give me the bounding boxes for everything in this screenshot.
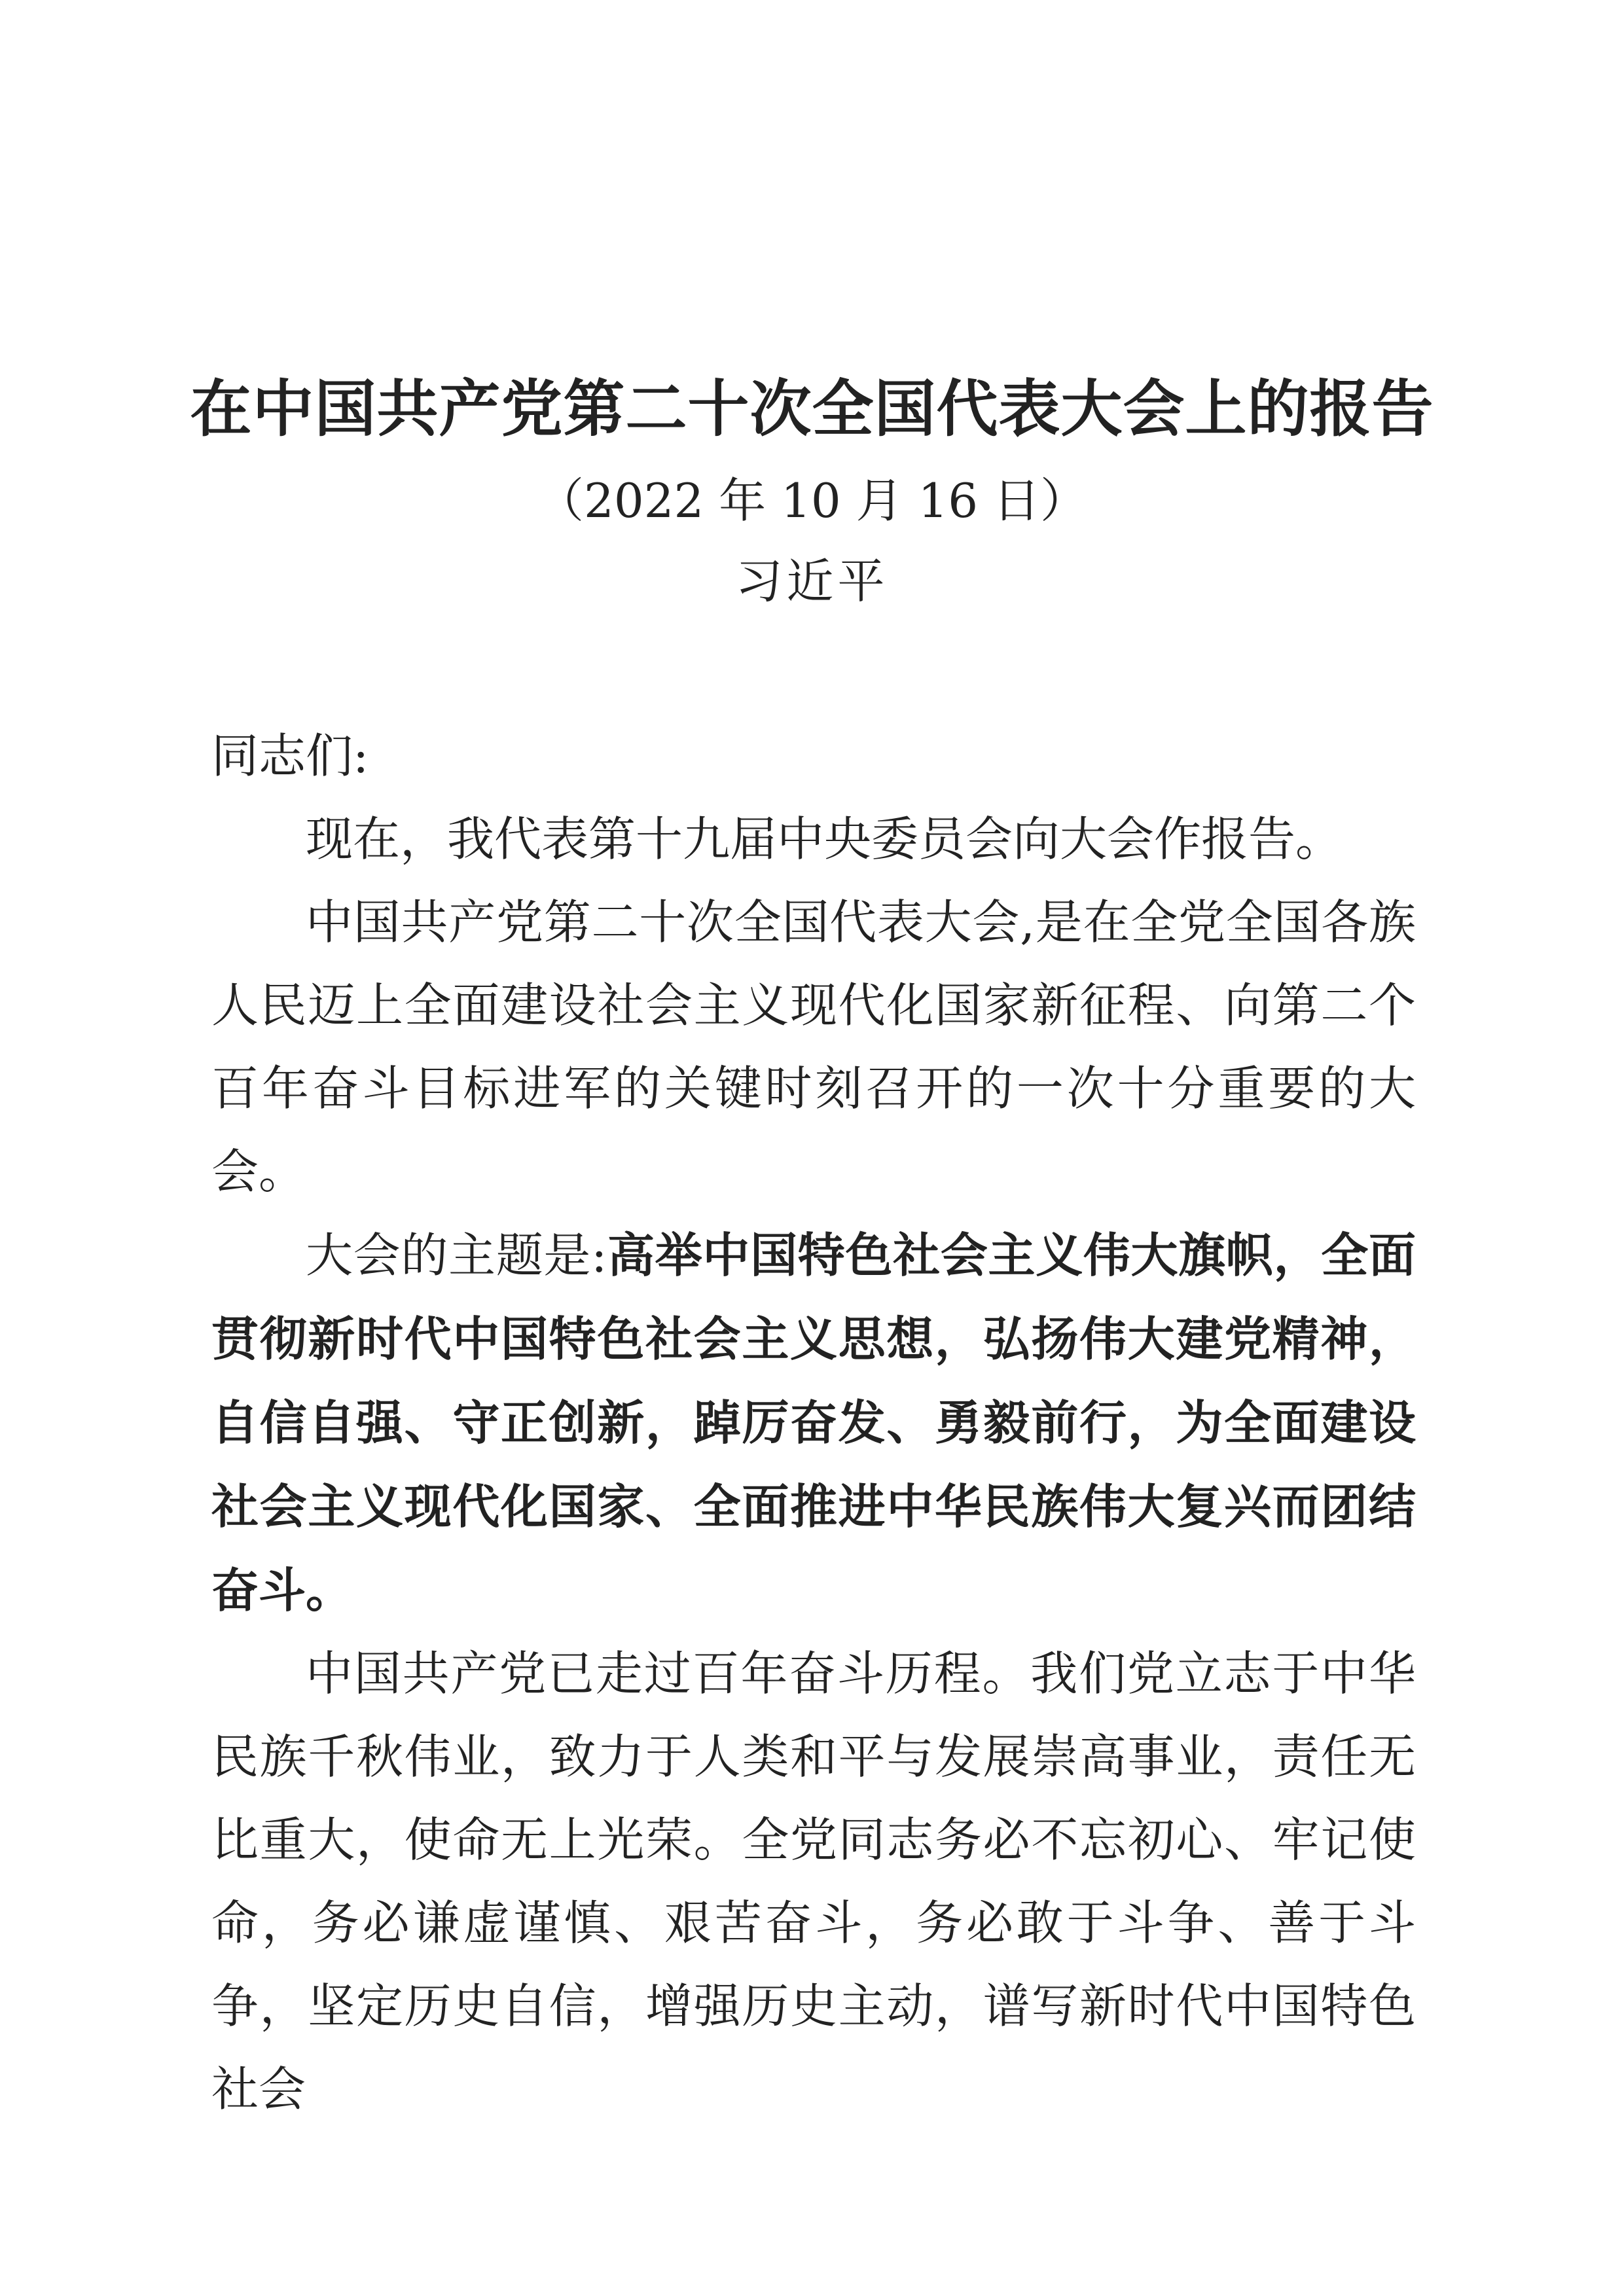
document-author: 习近平 [735,554,889,609]
document-date: （2022 年 10 月 16 日） [537,473,1087,528]
paragraph: 中国共产党已走过百年奋斗历程。我们党立志于中华民族千秋伟业，致力于人类和平与发展崇高事业，责任无比重大，使命无上光荣。全党同志务必不忘初心、牢记使命，务必谦虚谨慎、艰苦奋斗，务必敢于斗争、善于斗争，坚定历史自信，增强历史主动，谱写新时代中国特色社会 [211,1646,1416,2117]
document-body [211,715,1416,2131]
paragraph: 中国共产党第二十次全国代表大会,是在全党全国各族人民迈上全面建设社会主义现代化国家新征程、向第二个百年奋斗目标进军的关键时刻召开的一次十分重要的大会。 [211,895,1416,1199]
paragraph-theme [211,1213,1416,1632]
theme-lead: 大会的主题是: [306,1228,607,1283]
document-title: 在中国共产党第二十次全国代表大会上的报告 [190,373,1434,445]
theme-bold-text: 高举中国特色社会主义伟大旗帜，全面贯彻新时代中国特色社会主义思想，弘扬伟大建党精神，自信自强、守正创新，踔厉奋发、勇毅前行，为全面建设社会主义现代化国家、全面推进中华民族伟大复兴而团结奋斗。 [211,1227,1416,1618]
salutation: 同志们: [211,728,369,783]
paragraph: 现在，我代表第十九届中央委员会向大会作报告。 [306,812,1343,867]
